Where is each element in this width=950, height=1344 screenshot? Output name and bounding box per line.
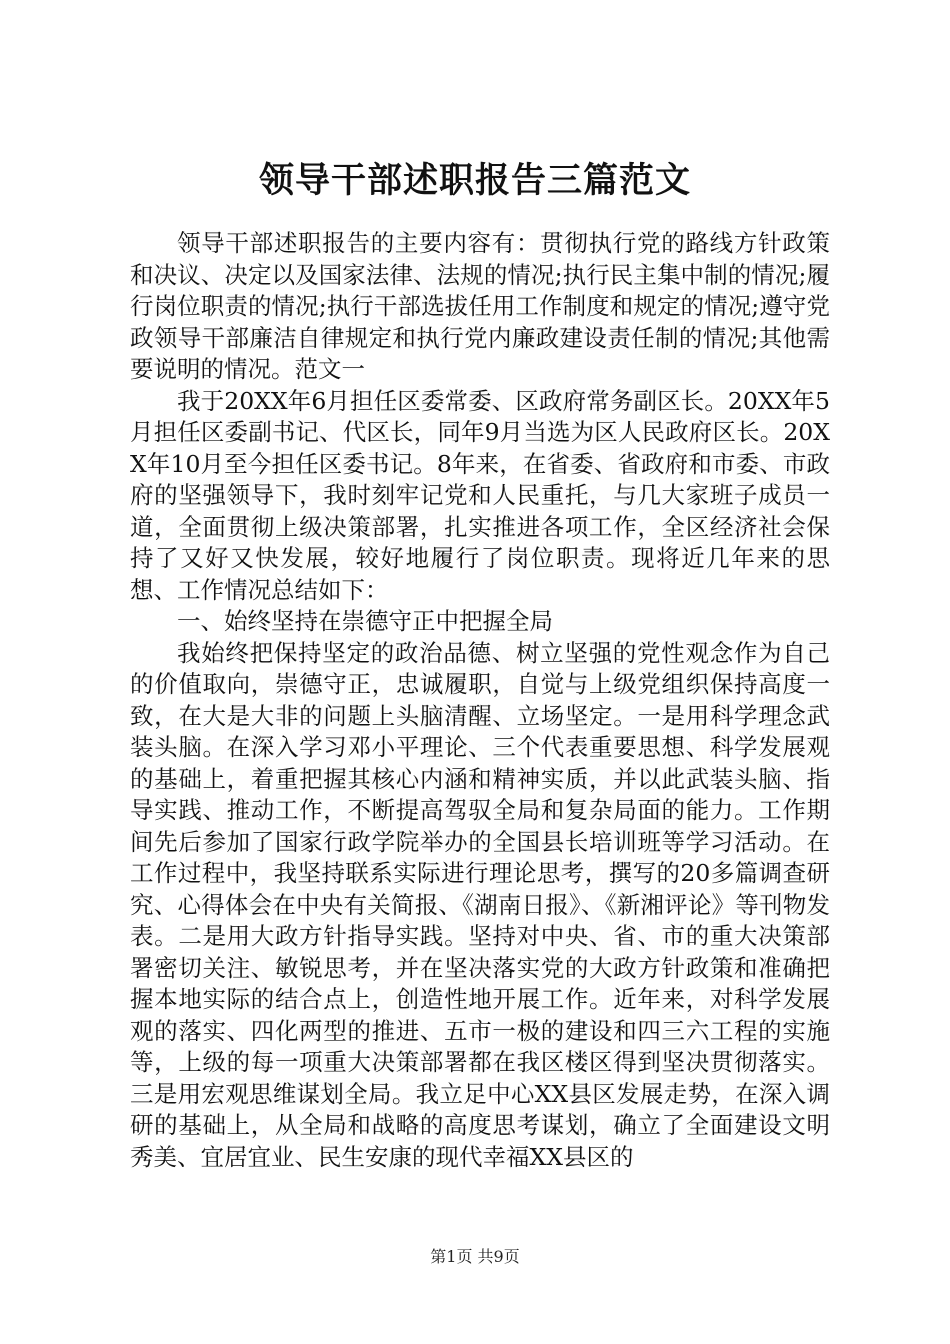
- document-body: [130, 228, 830, 1173]
- paragraph-section-1: 我始终把保持坚定的政治品德、树立坚强的党性观念作为自己的价值取向，崇德守正，忠诚履职，自觉与上级党组织保持高度一致，在大是大非的问题上头脑清醒、立场坚定。一是用科学理念武装头脑。在深入学习邓小平理论、三个代表重要思想、科学发展观的基础上，着重把握其核心内涵和精神实质，并以此武装头脑、指导实践、推动工作，不断提高驾驭全局和复杂局面的能力。工作期间先后参加了国家行政学院举办的全国县长培训班等学习活动。在工作过程中，我坚持联系实际进行理论思考，撰写的20多篇调查研究、心得体会在中央有关简报、《湖南日报》、《新湘评论》等刊物发表。二是用大政方针指导实践。坚持对中央、省、市的重大决策部署密切关注、敏锐思考，并在坚决落实党的大政方针政策和准确把握本地实际的结合点上，创造性地开展工作。近年来，对科学发展观的落实、四化两型的推进、五市一极的建设和四三六工程的实施等，上级的每一项重大决策部署都在我区楼区得到坚决贯彻落实。三是用宏观思维谋划全局。我立足中心XX县区发展走势，在深入调研的基础上，从全局和战略的高度思考谋划，确立了全面建设文明秀美、宜居宜业、民生安康的现代幸福XX县区的: [130, 638, 830, 1171]
- page-number: 第1页: [430, 1247, 473, 1266]
- paragraph-background: 我于20XX年6月担任区委常委、区政府常务副区长。20XX年5月担任区委副书记、代区长，同年9月当选为区人民政府区长。20XX年10月至今担任区委书记。8年来，在省委、省政府和市委、市政府的坚强领导下，我时刻牢记党和人民重托，与几大家班子成员一道，全面贯彻上级决策部署，扎实推进各项工作，全区经济社会保持了又好又快发展，较好地履行了岗位职责。现将近几年来的思想、工作情况总结如下：: [130, 386, 830, 604]
- document-title: 领导干部述职报告三篇范文: [258, 160, 691, 201]
- page-total: 共9页: [477, 1247, 520, 1266]
- page-footer: [0, 1246, 950, 1268]
- section-heading-1: 一、始终坚持在崇德守正中把握全局: [177, 607, 553, 635]
- paragraph-intro: 领导干部述职报告的主要内容有：贯彻执行党的路线方针政策和决议、决定以及国家法律、法规的情况;执行民主集中制的情况;履行岗位职责的情况;执行干部选拔任用工作制度和规定的情况;遵守党政领导干部廉洁自律规定和执行党内廉政建设责任制的情况;其他需要说明的情况。范文一: [130, 229, 830, 383]
